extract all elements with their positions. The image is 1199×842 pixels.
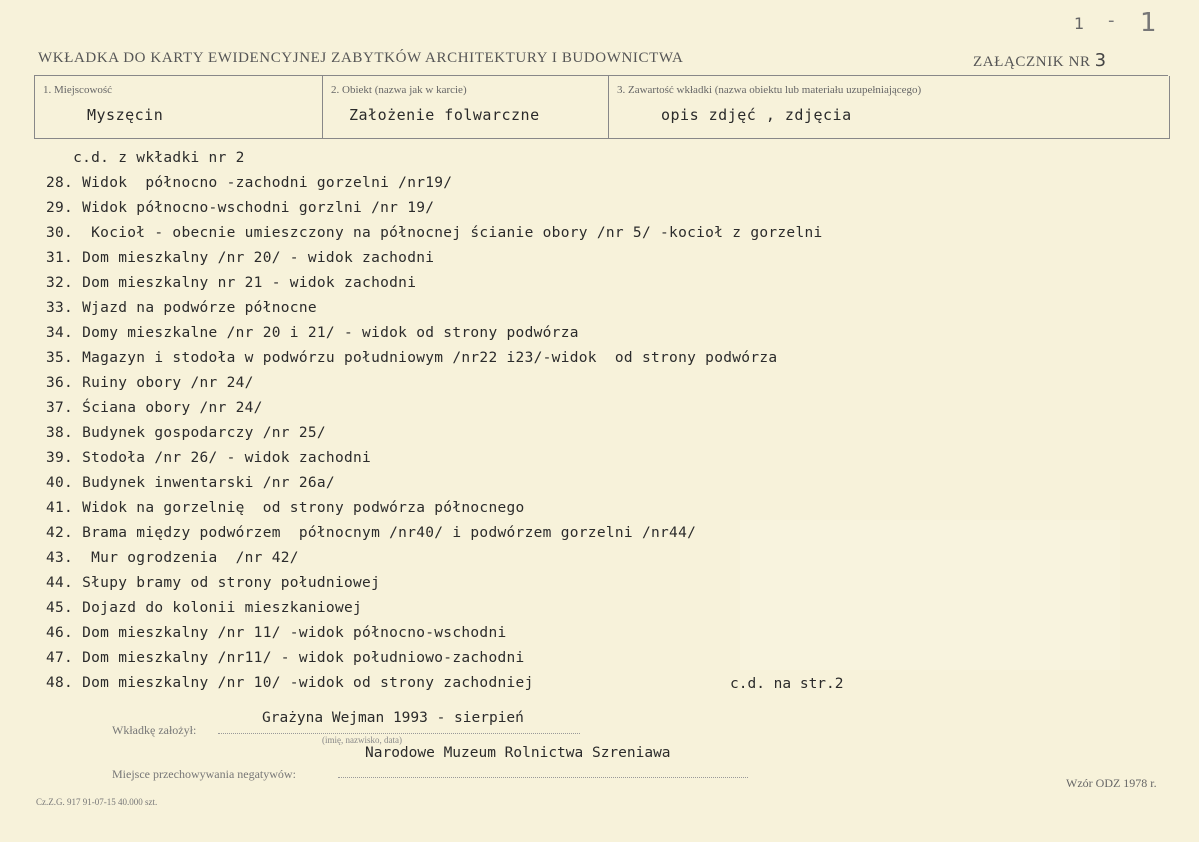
founder-hint: (imię, nazwisko, data)	[322, 735, 402, 745]
field-place-value: Myszęcin	[87, 106, 164, 124]
field-content	[608, 76, 1170, 139]
form-title: WKŁADKA DO KARTY EWIDENCYJNEJ ZABYTKÓW ARCHITEKTURY I BUDOWNICTWA	[38, 50, 684, 66]
corner-mark-1: 1	[1074, 14, 1085, 33]
print-code: Cz.Z.G. 917 91-07-15 40.000 szt.	[36, 797, 158, 807]
field-object	[322, 76, 609, 139]
list-item: c.d. z wkładki nr 2	[46, 150, 245, 166]
field-place	[34, 76, 323, 139]
field-content-value: opis zdjęć , zdjęcia	[661, 106, 852, 124]
list-item: 34. Domy mieszkalne /nr 20 i 21/ - widok od strony podwórza	[46, 325, 579, 341]
founder-dotted-line	[218, 733, 580, 734]
negatives-value: Narodowe Muzeum Rolnictwa Szreniawa	[365, 745, 671, 761]
field-content-label: 3. Zawartość wkładki (nazwa obiektu lub materiału uzupełniającego)	[617, 84, 922, 96]
continuation-note: c.d. na str.2	[730, 676, 844, 692]
list-item: 28. Widok północno -zachodni gorzelni /nr19/	[46, 175, 453, 191]
photo-description-list	[46, 146, 1146, 696]
corner-mark-2: -	[1108, 10, 1115, 31]
negatives-dotted-line	[338, 777, 748, 778]
list-item: 30. Kocioł - obecnie umieszczony na północnej ścianie obory /nr 5/ -kocioł z gorzelni	[46, 225, 823, 241]
list-item: 35. Magazyn i stodoła w podwórzu południowym /nr22 i23/-widok od strony podwórza	[46, 350, 778, 366]
founder-label: Wkładkę założył:	[112, 723, 197, 737]
founder-value: Grażyna Wejman 1993 - sierpień	[262, 710, 524, 726]
list-item: 42. Brama między podwórzem północnym /nr40/ i podwórzem gorzelni /nr44/	[46, 525, 697, 541]
list-item: 43. Mur ogrodzenia /nr 42/	[46, 550, 299, 566]
list-item: 37. Ściana obory /nr 24/	[46, 400, 263, 416]
list-item: 33. Wjazd na podwórze północne	[46, 300, 317, 316]
field-object-label: 2. Obiekt (nazwa jak w karcie)	[331, 84, 467, 96]
list-item: 40. Budynek inwentarski /nr 26a/	[46, 475, 335, 491]
corner-mark-3: 1	[1140, 8, 1157, 38]
list-item: 47. Dom mieszkalny /nr11/ - widok południowo-zachodni	[46, 650, 525, 666]
annex-number: 3	[1094, 50, 1107, 71]
list-item: 36. Ruiny obory /nr 24/	[46, 375, 254, 391]
form-pattern: Wzór ODZ 1978 r.	[1066, 776, 1157, 790]
annex-label	[973, 50, 1107, 71]
list-item: 44. Słupy bramy od strony południowej	[46, 575, 381, 591]
annex-label-text: ZAŁĄCZNIK NR	[973, 54, 1091, 70]
list-item: 46. Dom mieszkalny /nr 11/ -widok północno-wschodni	[46, 625, 507, 641]
list-item: 32. Dom mieszkalny nr 21 - widok zachodni	[46, 275, 417, 291]
list-item: 38. Budynek gospodarczy /nr 25/	[46, 425, 326, 441]
field-place-label: 1. Miejscowość	[43, 84, 113, 96]
list-item: 29. Widok północno-wschodni gorzlni /nr 19/	[46, 200, 435, 216]
list-item: 39. Stodoła /nr 26/ - widok zachodni	[46, 450, 372, 466]
list-item: 48. Dom mieszkalny /nr 10/ -widok od strony zachodniej	[46, 675, 534, 691]
list-item: 31. Dom mieszkalny /nr 20/ - widok zachodni	[46, 250, 435, 266]
list-item: 45. Dojazd do kolonii mieszkaniowej	[46, 600, 363, 616]
field-object-value: Założenie folwarczne	[349, 106, 540, 124]
list-item: 41. Widok na gorzelnię od strony podwórza północnego	[46, 500, 525, 516]
negatives-label: Miejsce przechowywania negatywów:	[112, 767, 296, 781]
